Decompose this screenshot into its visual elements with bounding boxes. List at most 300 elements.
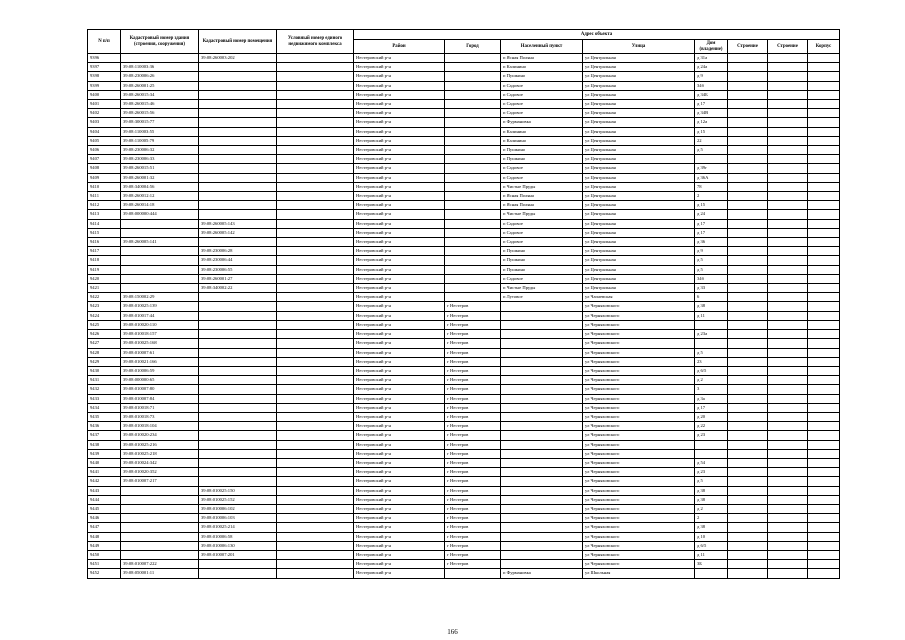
cell-korpus [808, 192, 840, 201]
cell-district: Нестеровский р-н [354, 228, 445, 237]
table-row [88, 523, 840, 532]
cell-house: 34б [695, 274, 728, 283]
cell-korpus [808, 228, 840, 237]
cell-cond-complex [277, 403, 354, 412]
cell-street: ул Центральная [583, 247, 695, 256]
cell-korpus [808, 532, 840, 541]
cell-cad-building [121, 504, 199, 513]
cell-settlement: п Пушкино [501, 265, 583, 274]
cell-corp [728, 569, 768, 578]
cell-street: ул Черняховского [583, 560, 695, 569]
cell-cad-building: 39:08:000000:444 [121, 210, 199, 219]
cell-district: Нестеровский р-н [354, 118, 445, 127]
cell-district: Нестеровский р-н [354, 274, 445, 283]
table-row [88, 550, 840, 559]
table-row [88, 274, 840, 283]
cell-cond-complex [277, 339, 354, 348]
table-row [88, 228, 840, 237]
cell-district: Нестеровский р-н [354, 247, 445, 256]
cell-building [768, 330, 808, 339]
cell-num: 9413 [88, 210, 121, 219]
cell-building [768, 550, 808, 559]
cell-num: 9436 [88, 422, 121, 431]
cell-settlement: п Садовое [501, 90, 583, 99]
table-row [88, 495, 840, 504]
cell-building [768, 136, 808, 145]
cell-korpus [808, 247, 840, 256]
cell-corp [728, 514, 768, 523]
cell-city [445, 256, 501, 265]
cell-house: д 5 [695, 256, 728, 265]
cell-street: ул Черняховского [583, 477, 695, 486]
cell-cad-room [199, 201, 277, 210]
cell-korpus [808, 477, 840, 486]
table-row [88, 173, 840, 182]
cell-street: ул Центральная [583, 90, 695, 99]
cell-street: ул Черняховского [583, 348, 695, 357]
cell-house: д 17 [695, 228, 728, 237]
cell-settlement [501, 550, 583, 559]
cell-korpus [808, 265, 840, 274]
cell-corp [728, 210, 768, 219]
cell-cad-room: 39:08:260005:142 [199, 228, 277, 237]
cell-num: 9446 [88, 514, 121, 523]
cell-corp [728, 504, 768, 513]
cell-building [768, 81, 808, 90]
cell-city: г Нестеров [445, 366, 501, 375]
cell-street: ул Чапаевская [583, 293, 695, 302]
cell-num: 9426 [88, 330, 121, 339]
cell-korpus [808, 495, 840, 504]
table-row [88, 366, 840, 375]
cell-cond-complex [277, 357, 354, 366]
cell-settlement [501, 486, 583, 495]
cell-cad-building: 39:08:010007:80 [121, 385, 199, 394]
cell-house: 23 [695, 357, 728, 366]
cell-settlement [501, 348, 583, 357]
table-row [88, 54, 840, 63]
cell-city [445, 284, 501, 293]
cell-corp [728, 201, 768, 210]
cell-cond-complex [277, 210, 354, 219]
cell-building [768, 477, 808, 486]
cell-district: Нестеровский р-н [354, 348, 445, 357]
cell-district: Нестеровский р-н [354, 219, 445, 228]
cell-corp [728, 219, 768, 228]
cell-district: Нестеровский р-н [354, 468, 445, 477]
cell-num: 9397 [88, 63, 121, 72]
cell-cad-building [121, 54, 199, 63]
cell-cad-building: 39:08:260001:32 [121, 173, 199, 182]
cell-house: д 17 [695, 100, 728, 109]
cell-korpus [808, 136, 840, 145]
cell-cad-room [199, 192, 277, 201]
cell-num: 9399 [88, 81, 121, 90]
cell-cad-building: 39:08:010020:234 [121, 431, 199, 440]
cell-building [768, 155, 808, 164]
cell-settlement [501, 431, 583, 440]
cell-corp [728, 247, 768, 256]
cell-street: ул Центральная [583, 274, 695, 283]
cell-city: г Нестеров [445, 550, 501, 559]
cell-city: г Нестеров [445, 394, 501, 403]
cell-num: 9440 [88, 458, 121, 467]
cell-cad-building [121, 514, 199, 523]
cell-building [768, 302, 808, 311]
cell-num: 9405 [88, 136, 121, 145]
cell-cond-complex [277, 182, 354, 191]
cell-corp [728, 541, 768, 550]
cell-house: д 23 [695, 431, 728, 440]
cell-cad-room [199, 366, 277, 375]
cell-corp [728, 90, 768, 99]
cell-house [695, 569, 728, 578]
cell-cad-building: 39:08:260015:51 [121, 164, 199, 173]
col-header-district: Район [354, 40, 445, 54]
cell-building [768, 219, 808, 228]
cell-city: г Нестеров [445, 348, 501, 357]
cell-city [445, 63, 501, 72]
table-row [88, 81, 840, 90]
cell-cad-room [199, 63, 277, 72]
cell-building [768, 449, 808, 458]
cell-city: г Нестеров [445, 440, 501, 449]
cell-cad-room [199, 376, 277, 385]
cell-corp [728, 274, 768, 283]
cell-cond-complex [277, 560, 354, 569]
cell-city: г Нестеров [445, 541, 501, 550]
cell-num: 9409 [88, 173, 121, 182]
cell-cad-building: 39:08:010007:84 [121, 394, 199, 403]
cell-building [768, 54, 808, 63]
cell-cad-room [199, 90, 277, 99]
cell-corp [728, 228, 768, 237]
cell-cond-complex [277, 173, 354, 182]
cell-corp [728, 192, 768, 201]
cell-cad-room: 39:08:010025:152 [199, 495, 277, 504]
table-row [88, 90, 840, 99]
cell-num: 9407 [88, 155, 121, 164]
cell-corp [728, 256, 768, 265]
cell-street: ул Черняховского [583, 495, 695, 504]
cell-house: 3Б [695, 560, 728, 569]
cell-building [768, 293, 808, 302]
cell-cond-complex [277, 90, 354, 99]
cell-settlement [501, 302, 583, 311]
col-header-corp: Строение [728, 40, 768, 54]
cell-korpus [808, 412, 840, 421]
cell-settlement: п Калинино [501, 136, 583, 145]
table-row [88, 320, 840, 329]
cell-cond-complex [277, 532, 354, 541]
cell-settlement: п Садовое [501, 173, 583, 182]
cell-district: Нестеровский р-н [354, 311, 445, 320]
cell-street: ул Черняховского [583, 394, 695, 403]
cell-cad-building: 39:08:010018:71 [121, 403, 199, 412]
cell-corp [728, 532, 768, 541]
table-row [88, 385, 840, 394]
cell-district: Нестеровский р-н [354, 514, 445, 523]
cell-korpus [808, 422, 840, 431]
cell-settlement [501, 560, 583, 569]
cell-city: г Нестеров [445, 431, 501, 440]
cell-corp [728, 330, 768, 339]
cell-settlement [501, 504, 583, 513]
cell-city: г Нестеров [445, 504, 501, 513]
cell-city [445, 265, 501, 274]
table-row [88, 532, 840, 541]
cell-korpus [808, 81, 840, 90]
cell-korpus [808, 127, 840, 136]
cell-korpus [808, 201, 840, 210]
cell-cad-room [199, 357, 277, 366]
cell-building [768, 118, 808, 127]
cell-corp [728, 293, 768, 302]
cell-num: 9451 [88, 560, 121, 569]
cell-cond-complex [277, 458, 354, 467]
cell-num: 9418 [88, 256, 121, 265]
cell-house: д 34Б [695, 90, 728, 99]
cell-num: 9443 [88, 486, 121, 495]
cell-cad-building: 39:08:010017:44 [121, 311, 199, 320]
cell-cad-building [121, 274, 199, 283]
table-row [88, 127, 840, 136]
cell-settlement: п Фурмановка [501, 118, 583, 127]
cell-cond-complex [277, 265, 354, 274]
cell-house: д 17 [695, 403, 728, 412]
cell-settlement [501, 532, 583, 541]
cell-cad-room [199, 136, 277, 145]
cell-cond-complex [277, 504, 354, 513]
cell-cad-room [199, 293, 277, 302]
col-header-cond-complex: Условный номер единого недвижимого комплекса [277, 30, 354, 54]
cell-corp [728, 136, 768, 145]
cell-cad-building: 39:08:010007:217 [121, 477, 199, 486]
cell-cad-room [199, 440, 277, 449]
cell-city [445, 192, 501, 201]
table-row [88, 330, 840, 339]
cell-corp [728, 54, 768, 63]
cell-num: 9429 [88, 357, 121, 366]
col-header-house: Дом (владение) [695, 40, 728, 54]
cell-building [768, 431, 808, 440]
table-row [88, 357, 840, 366]
cell-num: 9410 [88, 182, 121, 191]
cell-korpus [808, 339, 840, 348]
cell-cad-building: 39:08:260015:56 [121, 109, 199, 118]
cell-corp [728, 72, 768, 81]
cell-district: Нестеровский р-н [354, 440, 445, 449]
cell-korpus [808, 486, 840, 495]
cell-settlement [501, 311, 583, 320]
cell-settlement: п Ясная Поляна [501, 54, 583, 63]
cell-settlement [501, 339, 583, 348]
cell-cad-building [121, 219, 199, 228]
cell-corp [728, 238, 768, 247]
cell-street: ул Черняховского [583, 339, 695, 348]
cell-corp [728, 412, 768, 421]
cell-cond-complex [277, 136, 354, 145]
cell-cad-room [199, 182, 277, 191]
cell-street: ул Школьная [583, 569, 695, 578]
cell-district: Нестеровский р-н [354, 412, 445, 421]
cell-cad-building [121, 495, 199, 504]
cell-city: г Нестеров [445, 560, 501, 569]
cell-street: ул Черняховского [583, 541, 695, 550]
cell-num: 9428 [88, 348, 121, 357]
table-row [88, 72, 840, 81]
register-body [88, 54, 840, 579]
cell-district: Нестеровский р-н [354, 431, 445, 440]
cell-street: ул Черняховского [583, 449, 695, 458]
cell-city: г Нестеров [445, 468, 501, 477]
cell-district: Нестеровский р-н [354, 302, 445, 311]
cell-house [695, 155, 728, 164]
cell-korpus [808, 146, 840, 155]
cell-district: Нестеровский р-н [354, 100, 445, 109]
cell-street: ул Центральная [583, 109, 695, 118]
cell-num: 9408 [88, 164, 121, 173]
cell-cond-complex [277, 440, 354, 449]
table-row [88, 394, 840, 403]
cell-house: д 36 [695, 238, 728, 247]
cell-corp [728, 182, 768, 191]
cell-cond-complex [277, 385, 354, 394]
cell-street: ул Центральная [583, 284, 695, 293]
cell-cad-room [199, 569, 277, 578]
cell-cad-room [199, 339, 277, 348]
cell-district: Нестеровский р-н [354, 458, 445, 467]
cell-district: Нестеровский р-н [354, 293, 445, 302]
cell-corp [728, 109, 768, 118]
table-row [88, 63, 840, 72]
cell-korpus [808, 90, 840, 99]
cell-house: д 5 [695, 265, 728, 274]
cell-cond-complex [277, 274, 354, 283]
cell-district: Нестеровский р-н [354, 486, 445, 495]
table-row [88, 376, 840, 385]
cell-building [768, 228, 808, 237]
cell-street: ул Центральная [583, 118, 695, 127]
cell-house: д 5 [695, 477, 728, 486]
cell-street: ул Черняховского [583, 514, 695, 523]
cell-korpus [808, 284, 840, 293]
cell-korpus [808, 541, 840, 550]
cell-district: Нестеровский р-н [354, 477, 445, 486]
cell-corp [728, 385, 768, 394]
cell-house: д 23 [695, 468, 728, 477]
cell-city [445, 219, 501, 228]
table-row [88, 219, 840, 228]
cell-building [768, 164, 808, 173]
cell-cad-building [121, 256, 199, 265]
cell-district: Нестеровский р-н [354, 81, 445, 90]
cell-cad-building: 39:08:010018:104 [121, 422, 199, 431]
cell-corp [728, 458, 768, 467]
cell-num: 9450 [88, 550, 121, 559]
cell-num: 9414 [88, 219, 121, 228]
cell-district: Нестеровский р-н [354, 284, 445, 293]
cell-korpus [808, 100, 840, 109]
cell-city: г Нестеров [445, 458, 501, 467]
cell-korpus [808, 468, 840, 477]
cell-street: ул Черняховского [583, 412, 695, 421]
table-row [88, 284, 840, 293]
cell-city [445, 201, 501, 210]
cell-building [768, 495, 808, 504]
table-row [88, 403, 840, 412]
cell-settlement: п Пушкино [501, 146, 583, 155]
cell-num: 9412 [88, 201, 121, 210]
cell-street: ул Черняховского [583, 366, 695, 375]
cell-cad-building: 39:08:260014:18 [121, 201, 199, 210]
cell-district: Нестеровский р-н [354, 192, 445, 201]
cell-num: 9427 [88, 339, 121, 348]
cell-korpus [808, 72, 840, 81]
cell-building [768, 394, 808, 403]
cell-settlement [501, 366, 583, 375]
cell-corp [728, 348, 768, 357]
cell-korpus [808, 330, 840, 339]
cell-district: Нестеровский р-н [354, 54, 445, 63]
cell-cad-room [199, 210, 277, 219]
cell-cad-room [199, 311, 277, 320]
table-row [88, 201, 840, 210]
cell-cad-building [121, 284, 199, 293]
cell-cond-complex [277, 100, 354, 109]
cell-city: г Нестеров [445, 357, 501, 366]
cell-cad-building: 39:08:050001:11 [121, 569, 199, 578]
cell-house: д 31а [695, 54, 728, 63]
cell-corp [728, 477, 768, 486]
cell-district: Нестеровский р-н [354, 523, 445, 532]
cell-house: д 15 [695, 201, 728, 210]
cell-building [768, 72, 808, 81]
cell-district: Нестеровский р-н [354, 146, 445, 155]
cell-cad-building: 39:08:230006:32 [121, 146, 199, 155]
cell-cond-complex [277, 109, 354, 118]
cell-street: ул Черняховского [583, 311, 695, 320]
cell-house: д 12а [695, 118, 728, 127]
cell-street: ул Черняховского [583, 302, 695, 311]
cell-city: г Нестеров [445, 376, 501, 385]
cell-building [768, 504, 808, 513]
cell-city [445, 72, 501, 81]
cell-building [768, 523, 808, 532]
cell-house: д 36А [695, 173, 728, 182]
cell-settlement [501, 468, 583, 477]
table-row [88, 210, 840, 219]
page-number: 166 [447, 628, 458, 636]
cell-korpus [808, 274, 840, 283]
cell-street: ул Центральная [583, 192, 695, 201]
cell-cond-complex [277, 348, 354, 357]
cell-city [445, 118, 501, 127]
cell-cad-building: 39:08:010025:216 [121, 440, 199, 449]
cell-cad-room [199, 431, 277, 440]
cell-cad-room [199, 403, 277, 412]
cell-street: ул Черняховского [583, 523, 695, 532]
cell-num: 9424 [88, 311, 121, 320]
cell-cad-room: 39:08:230006:28 [199, 247, 277, 256]
col-header-korpus: Корпус [808, 40, 840, 54]
cell-corp [728, 311, 768, 320]
cell-building [768, 173, 808, 182]
cell-building [768, 458, 808, 467]
cell-num: 9432 [88, 385, 121, 394]
cell-building [768, 569, 808, 578]
cell-district: Нестеровский р-н [354, 504, 445, 513]
